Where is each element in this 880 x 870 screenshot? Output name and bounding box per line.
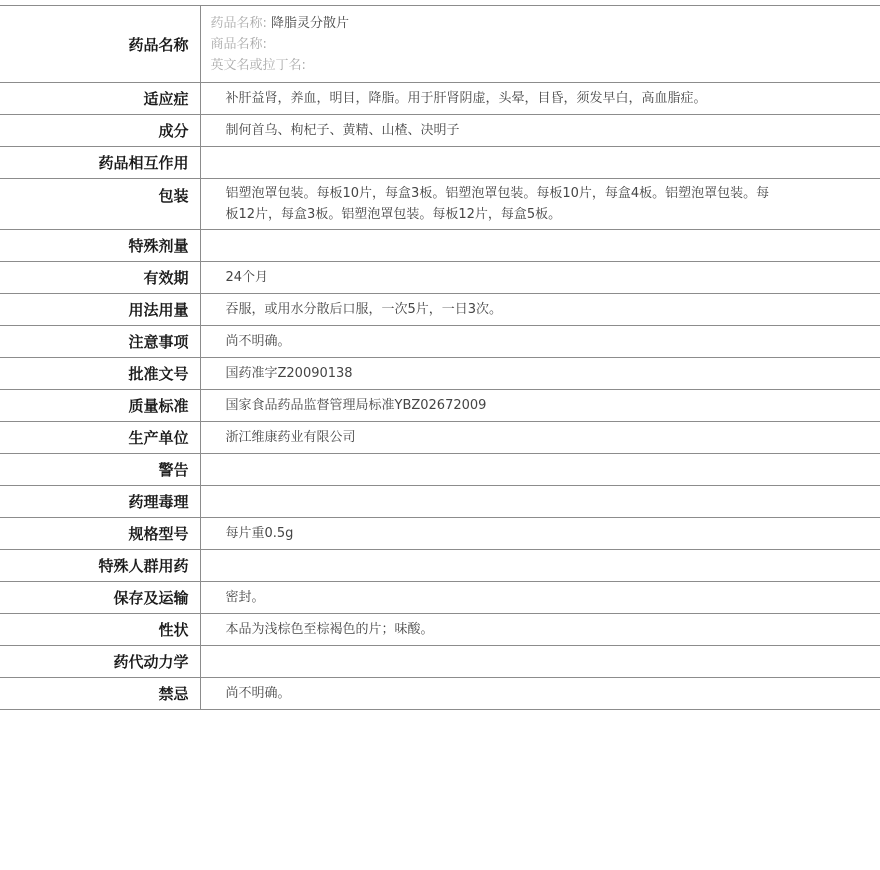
- row-label: 用法用量: [0, 294, 200, 326]
- generic-name-value: 降脂灵分散片: [271, 15, 350, 31]
- row-value: 24个月: [225, 270, 269, 285]
- row-value: 尚不明确。: [225, 686, 291, 701]
- row-manufacturer: [0, 422, 880, 454]
- row-value: [200, 486, 880, 518]
- row-indications: [0, 83, 880, 115]
- row-special-populations: [0, 550, 880, 582]
- row-value: [200, 454, 880, 486]
- row-label: 警告: [0, 454, 200, 486]
- row-shelf-life: [0, 262, 880, 294]
- row-label: 包装: [0, 179, 200, 230]
- row-label: 特殊剂量: [0, 230, 200, 262]
- row-value: 每片重0.5g: [225, 526, 294, 541]
- row-contraindications: [0, 678, 880, 710]
- row-label: 生产单位: [0, 422, 200, 454]
- row-interactions: [0, 147, 880, 179]
- row-drug-name: [0, 6, 880, 83]
- row-pharmacokinetics: [0, 646, 880, 678]
- row-value: 本品为浅棕色至棕褐色的片；味酸。: [225, 622, 434, 637]
- trade-name-key: 商品名称:: [210, 36, 267, 52]
- row-label: 保存及运输: [0, 582, 200, 614]
- row-value: [200, 147, 880, 179]
- english-name-line: [211, 55, 880, 76]
- row-value: [200, 230, 880, 262]
- row-packaging: [0, 179, 880, 230]
- row-value: [200, 646, 880, 678]
- row-label: 性状: [0, 614, 200, 646]
- row-label: 批准文号: [0, 358, 200, 390]
- row-label: 有效期: [0, 262, 200, 294]
- generic-name-key: 药品名称:: [210, 15, 267, 31]
- row-value: 浙江维康药业有限公司: [225, 430, 356, 445]
- row-label: 禁忌: [0, 678, 200, 710]
- row-label: 适应症: [0, 83, 200, 115]
- row-label: 特殊人群用药: [0, 550, 200, 582]
- row-value: [200, 550, 880, 582]
- row-value: 密封。: [225, 590, 265, 605]
- row-value: 补肝益肾，养血，明目，降脂。用于肝肾阴虚，头晕，目昏，须发早白，高血脂症。: [225, 91, 707, 106]
- row-dosage: [0, 294, 880, 326]
- row-label: 规格型号: [0, 518, 200, 550]
- english-name-key: 英文名或拉丁名:: [210, 57, 306, 73]
- drug-name-block: [201, 13, 880, 76]
- row-value: 尚不明确。: [225, 334, 291, 349]
- row-storage: [0, 582, 880, 614]
- row-value: 国家食品药品监督管理局标准YBZ02672009: [225, 398, 487, 413]
- row-label-drug-name: 药品名称: [0, 6, 200, 83]
- row-ingredients: [0, 115, 880, 147]
- row-quality-standard: [0, 390, 880, 422]
- row-specification: [0, 518, 880, 550]
- row-approval-number: [0, 358, 880, 390]
- row-special-dosage: [0, 230, 880, 262]
- row-label: 注意事项: [0, 326, 200, 358]
- row-label: 药品相互作用: [0, 147, 200, 179]
- row-precautions: [0, 326, 880, 358]
- row-label: 药代动力学: [0, 646, 200, 678]
- row-value: 国药准字Z20090138: [225, 366, 353, 381]
- drug-info-table: [0, 5, 880, 710]
- row-value: 铝塑泡罩包装。每板10片，每盒3板。铝塑泡罩包装。每板10片，每盒4板。铝塑泡罩包装。每板12片，每盒3板。铝塑泡罩包装。每板12片，每盒5板。: [225, 186, 770, 222]
- drug-info-body: [0, 6, 880, 710]
- trade-name-line: [211, 34, 880, 55]
- row-warning: [0, 454, 880, 486]
- row-value: 吞服，或用水分散后口服，一次5片，一日3次。: [225, 302, 503, 317]
- row-label: 药理毒理: [0, 486, 200, 518]
- row-value: 制何首乌、枸杞子、黄精、山楂、决明子: [225, 123, 460, 138]
- row-appearance: [0, 614, 880, 646]
- row-label: 成分: [0, 115, 200, 147]
- generic-name-line: [211, 13, 880, 34]
- row-pharmacology: [0, 486, 880, 518]
- drug-name-cell: [200, 6, 880, 83]
- row-label: 质量标准: [0, 390, 200, 422]
